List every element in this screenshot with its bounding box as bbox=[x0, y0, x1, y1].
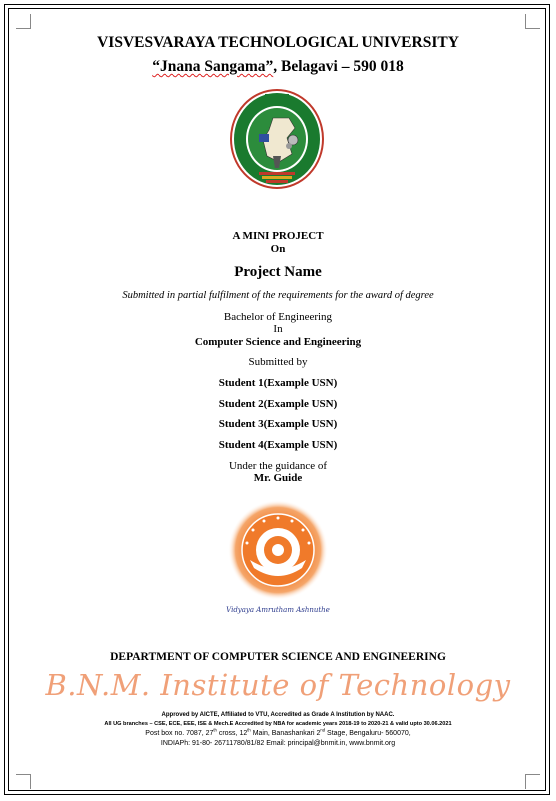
guide-name: Mr. Guide bbox=[253, 472, 303, 484]
margin-mark-bottom-right bbox=[525, 774, 540, 789]
address-part-1: Post box no. 7087, 27 bbox=[145, 730, 214, 737]
margin-mark-top-left bbox=[16, 14, 31, 29]
department-name: DEPARTMENT OF COMPUTER SCIENCE AND ENGINEERING bbox=[110, 651, 446, 663]
project-name: Project Name bbox=[234, 264, 322, 280]
margin-mark-top-right bbox=[525, 14, 540, 29]
submitted-by: Submitted by bbox=[248, 356, 308, 368]
address-sup-2: th bbox=[247, 727, 251, 733]
bnm-motto: Vidyaya Amrutham Ashnuthe bbox=[226, 606, 330, 614]
submission-text: Submitted in partial fulfilment of the requirements for the award of degree bbox=[122, 290, 434, 301]
bnm-emblem-logo bbox=[220, 498, 336, 616]
approval-text: Approved by AICTE, Affiliated to VTU, Accredited as Grade A Institution by NAAC. bbox=[161, 712, 395, 718]
university-name: VISVESVARAYA TECHNOLOGICAL UNIVERSITY bbox=[97, 34, 459, 51]
guidance-line: Under the guidance of bbox=[228, 460, 328, 472]
vtu-seal-logo bbox=[229, 88, 325, 194]
degree-name: Bachelor of Engineering bbox=[223, 311, 333, 323]
accreditation-text: All UG branches – CSE, ECE, EEE, ISE & Mech.E Accredited by NBA for academic years 2018-19 to 2020-21 & valid upto 30.06.2021 bbox=[104, 721, 452, 727]
address-part-3: Main, Banashankari 2 bbox=[250, 730, 321, 737]
project-on: On bbox=[270, 243, 286, 255]
university-motto-location bbox=[0, 58, 556, 76]
address-sup-3: nd bbox=[320, 727, 326, 733]
contact-line: INDIAPh: 91-80- 26711780/81/82 Email: principal@bnmit.in, www.bnmit.org bbox=[160, 740, 396, 747]
university-motto: “Jnana Sangama” bbox=[152, 58, 274, 75]
address-part-2: cross, 12 bbox=[216, 730, 248, 737]
university-location: , Belagavi – 590 018 bbox=[273, 58, 404, 75]
student-3: Student 3(Example USN) bbox=[218, 418, 338, 430]
student-2: Student 2(Example USN) bbox=[218, 398, 338, 410]
student-1: Student 1(Example USN) bbox=[218, 377, 338, 389]
branch-name: Computer Science and Engineering bbox=[194, 336, 362, 348]
address-sup-1: th bbox=[213, 727, 217, 733]
institute-name: B.N.M. Institute of Technology bbox=[45, 668, 511, 702]
address-line bbox=[0, 727, 556, 737]
address-part-4: Stage, Bengaluru- 560070, bbox=[325, 730, 411, 737]
margin-mark-bottom-left bbox=[16, 774, 31, 789]
student-4: Student 4(Example USN) bbox=[218, 439, 338, 451]
project-type: A MINI PROJECT bbox=[232, 230, 324, 242]
degree-in: In bbox=[273, 323, 283, 335]
